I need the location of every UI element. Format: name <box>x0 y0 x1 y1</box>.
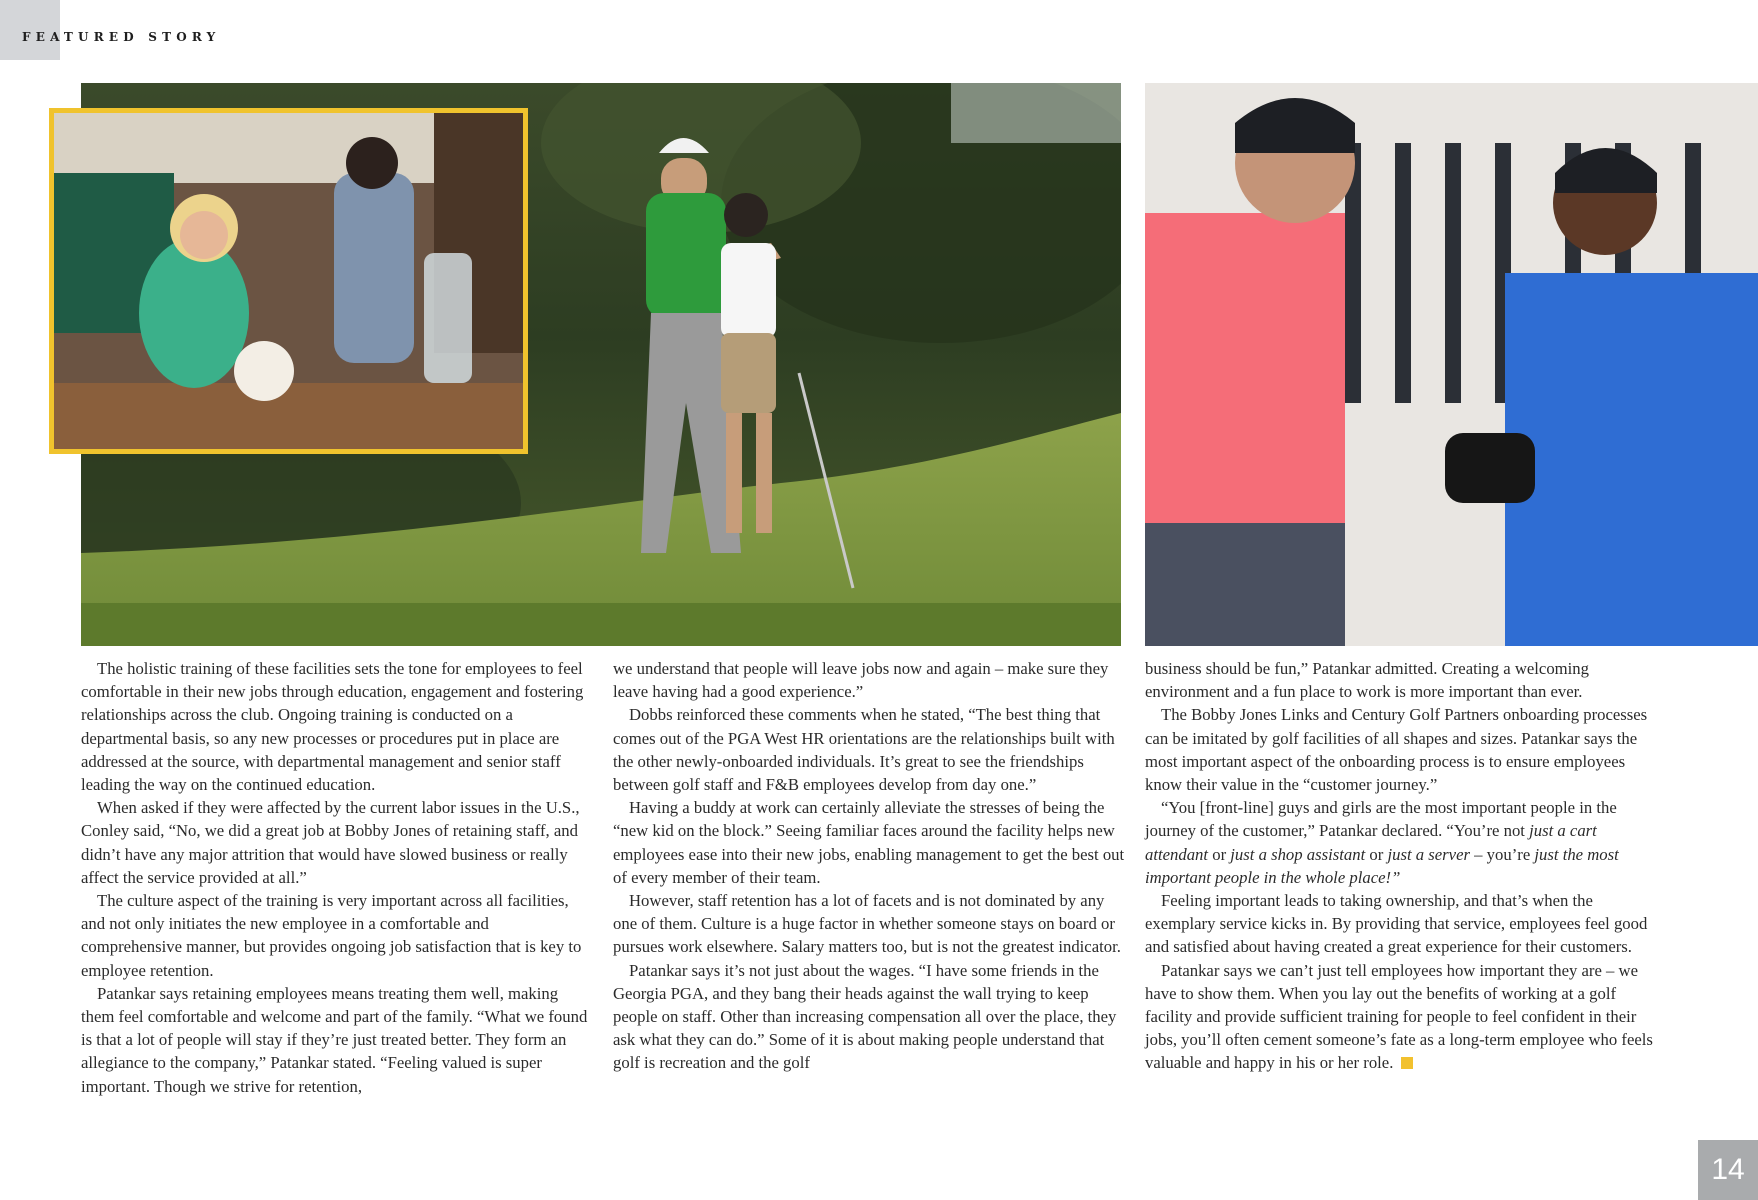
paragraph: Dobbs reinforced these comments when he stated, “The best thing that comes out of the PGA West HR orientations are the relationships built with the other newly-onboarded individuals. It’s great to see the friendships between golf staff and F&B employees develop from day one.” <box>613 705 1115 795</box>
emphasis: just a shop assistant <box>1230 844 1366 864</box>
text-run: Patankar says we can’t just tell employees how important they are – we have to show them. When you lay out the benefits of working at a golf facility and provide sufficient training for people to feel confident in their jobs, you’ll often cement someone’s fate as a long-term employee who feels valuable and happy in his or her role. <box>1145 960 1653 1073</box>
paragraph: Having a buddy at work can certainly alleviate the stresses of being the “new kid on the block.” Seeing familiar faces around the facility helps new employees ease into their new jobs, enabling management to get the best out of every member of their team. <box>613 798 1125 887</box>
emphasis: just a server <box>1387 844 1470 864</box>
shop-photo <box>1145 83 1758 646</box>
article-column-1 <box>81 657 593 1098</box>
paragraph: The Bobby Jones Links and Century Golf Partners onboarding processes can be imitated by golf facilities of all shapes and sizes. Patankar says the most important aspect of the onboarding process is to ensure employees know their value in the “customer journey.” <box>1145 705 1648 795</box>
paragraph: business should be fun,” Patankar admitted. Creating a welcoming environment and a fun place to work is more important than ever. <box>1145 659 1589 702</box>
emphasis: just the most important people in the whole place!” <box>1145 844 1619 887</box>
page-number: 14 <box>1698 1140 1758 1200</box>
section-label: FEATURED STORY <box>22 30 221 44</box>
paragraph: However, staff retention has a lot of facets and is not dominated by any one of them. Culture is a huge factor in whether someone stays on board or pursues work elsewhere. Salary matters too, but is not the greatest indicator. <box>613 891 1121 957</box>
paragraph: The holistic training of these facilities sets the tone for employees to feel comfortable in their new jobs through education, engagement and fostering relationships across the club. Ongoing training is conducted on a departmental basis, so any new processes or procedures put in place are addressed at the source, with departmental management and senior staff leading the way on the continued education. <box>81 659 584 795</box>
paragraph: Patankar says it’s not just about the wages. “I have some friends in the Georgia PGA, and they bang their heads against the wall trying to keep people on staff. Other than increasing compensation all over the place, they ask what they can do.” Some of it is about making people understand that golf is recreation and the golf <box>613 960 1117 1073</box>
paragraph: Patankar says retaining employees means treating them well, making them feel comfortable and welcome and part of the family. “What we found is that a lot of people will stay if they’re just treated better. They form an allegiance to the company,” Patankar stated. “Feeling valued is super important. Though we strive for retention, <box>81 983 588 1096</box>
paragraph: When asked if they were affected by the current labor issues in the U.S., Conley said, “No, we did a great job at Bobby Jones of retaining staff, and didn’t have any major attrition that would have slowed business or really affect the service provided at all.” <box>81 798 580 887</box>
paragraph: we understand that people will leave jobs now and again – make sure they leave having had a good experience.” <box>613 659 1109 702</box>
paragraph: Feeling important leads to taking ownership, and that’s when the exemplary service kicks in. By providing that service, employees feel good and satisfied about having created a great experience for their customers. <box>1145 891 1648 957</box>
quote-paragraph <box>1145 796 1657 889</box>
text-run: – you’re <box>1469 844 1535 864</box>
text-run: “You [front-line] guys and girls are the most important people in the journey of the customer,” Patankar declared. “You’re not <box>1145 798 1617 841</box>
article-column-2 <box>613 657 1125 1075</box>
text-run: or <box>1208 844 1231 864</box>
article-column-3 <box>1145 657 1657 1075</box>
emphasis: just a cart attendant <box>1145 821 1597 864</box>
text-run: or <box>1365 844 1388 864</box>
end-mark-icon <box>1401 1057 1413 1069</box>
paragraph: The culture aspect of the training is very important across all facilities, and not only initiates the new employee in a comfortable and comprehensive manner, but provides ongoing job satisfaction that is key to employee retention. <box>81 891 582 980</box>
inset-photo <box>49 108 528 454</box>
final-paragraph <box>1145 959 1657 1075</box>
